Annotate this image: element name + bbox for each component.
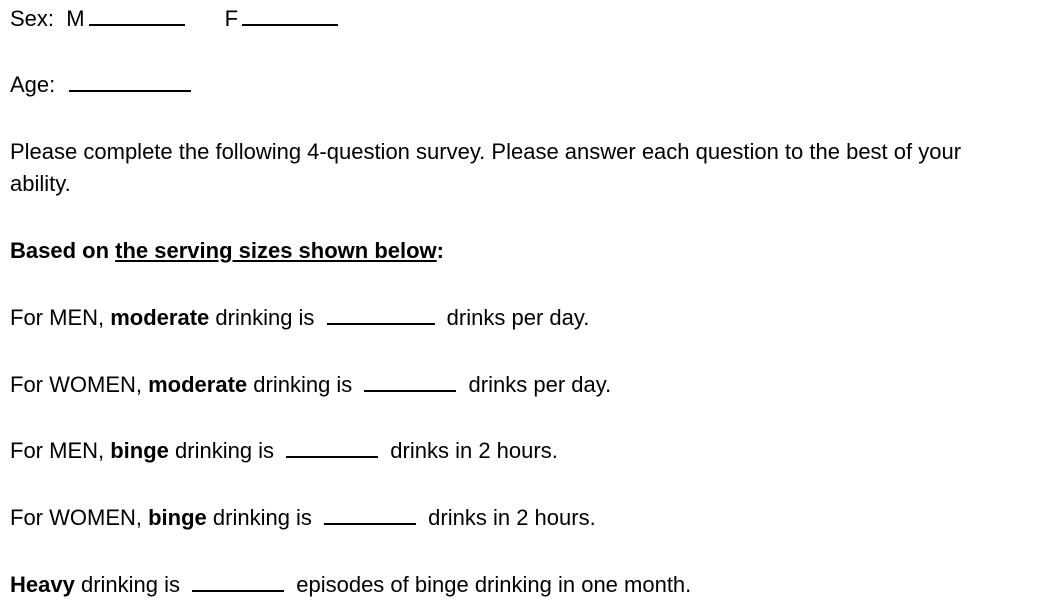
question-2-blank[interactable] [364,372,456,392]
male-label: M [66,6,85,31]
age-row [10,72,191,98]
question-3-bold: binge [110,438,169,463]
age-label: Age: [10,72,56,97]
instruction-prefix: Based on [10,238,116,263]
question-3-prefix: For MEN, [10,438,111,463]
question-1 [10,305,589,331]
question-2-prefix: For WOMEN, [10,372,149,397]
instruction-line [10,238,444,264]
question-4-suffix: drinks in 2 hours. [422,505,596,530]
question-1-prefix: For MEN, [10,305,111,330]
question-3-suffix: drinks in 2 hours. [384,438,558,463]
heavy-blank[interactable] [192,572,284,592]
question-1-suffix: drinks per day. [440,305,590,330]
instruction-suffix: : [436,238,444,263]
question-4-middle: drinking is [206,505,319,530]
heavy-suffix: episodes of binge drinking in one month. [290,572,692,597]
question-4 [10,505,596,531]
question-2-suffix: drinks per day. [462,372,612,397]
question-4-prefix: For WOMEN, [10,505,149,530]
heavy-bold: Heavy [10,572,75,597]
heavy-middle: drinking is [74,572,187,597]
intro-paragraph: Please complete the following 4-question survey. Please answer each question to the best of your ability. [10,139,962,196]
question-2-bold: moderate [148,372,248,397]
sex-row [10,6,338,32]
question-2-middle: drinking is [247,372,359,397]
age-blank[interactable] [69,72,191,92]
question-1-middle: drinking is [209,305,321,330]
question-1-blank[interactable] [327,305,435,325]
question-3-blank[interactable] [286,438,378,458]
sex-label: Sex: [10,6,55,31]
female-blank[interactable] [242,6,338,26]
question-4-blank[interactable] [324,505,416,525]
question-3-middle: drinking is [168,438,281,463]
question-3 [10,438,558,464]
question-1-bold: moderate [110,305,210,330]
female-label: F [224,6,239,31]
question-4-bold: binge [148,505,207,530]
male-blank[interactable] [89,6,185,26]
instruction-link: the serving sizes shown below [115,238,437,263]
heavy-question [10,572,691,598]
question-2 [10,372,611,398]
